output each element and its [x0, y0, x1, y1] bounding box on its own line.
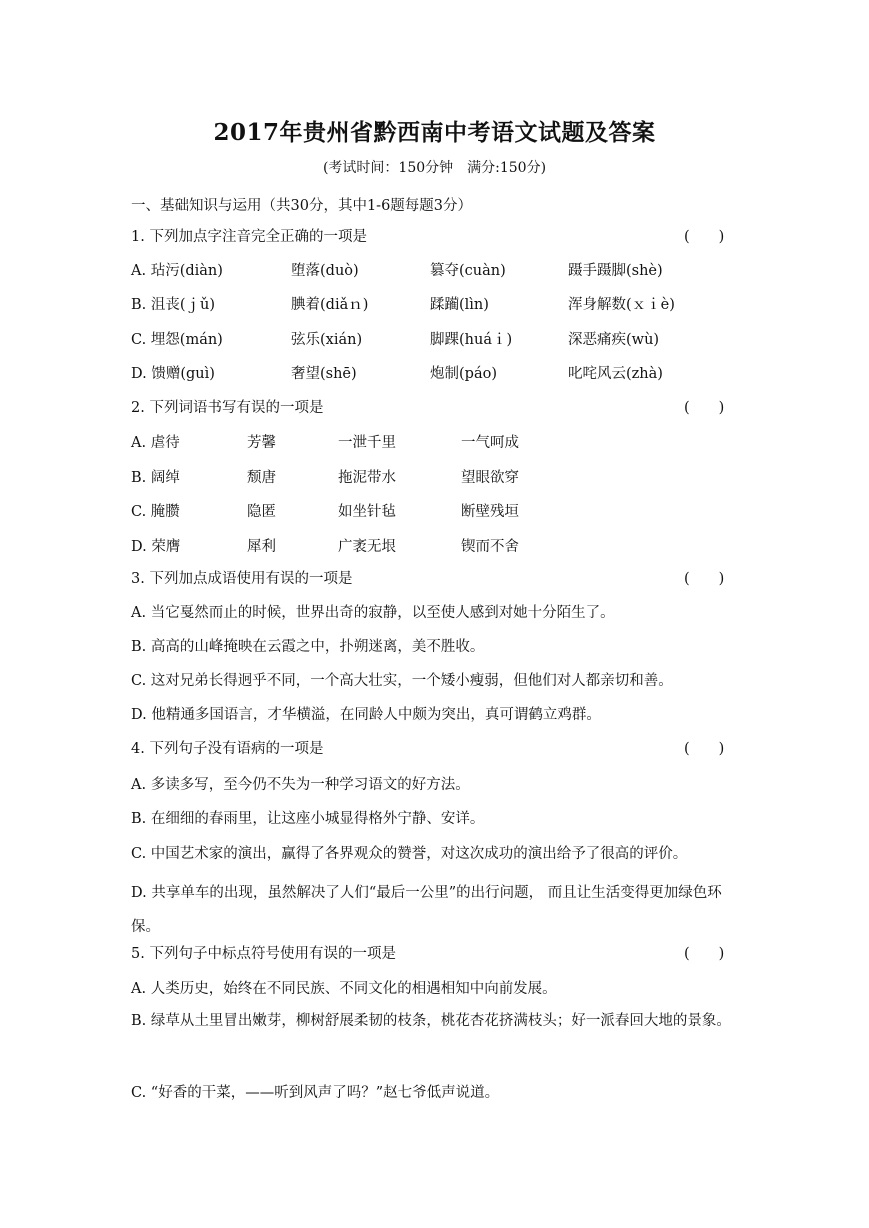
q4-option-c: C. 中国艺术家的演出，赢得了各界观众的赞誉，对这次成功的演出给予了很高的评价。 [131, 846, 688, 862]
question-5-stem: 5. 下列句子中标点符号使用有误的一项是 [131, 946, 396, 962]
q3-option-c: C. 这对兄弟长得迥乎不同，一个高大壮实，一个矮小瘦弱，但他们对人都亲切和善。 [131, 673, 673, 689]
q1-option-c-3: 脚踝(huáｉ) [430, 332, 513, 348]
q3-option-b: B. 高高的山峰掩映在云霞之中，扑朔迷离，美不胜收。 [131, 639, 485, 655]
q4-option-d: D. 共享单车的出现，虽然解决了人们“最后一公里”的出行问题， 而且让生活变得更加绿色环保。 [131, 885, 722, 935]
q1-option-d-4: 叱咤风云(zhà) [568, 366, 663, 382]
q2-option-c-4: 断壁残垣 [461, 504, 519, 520]
q1-option-b-1: B. 沮丧(ｊǔ) [131, 297, 216, 313]
q2-option-a-1: A. 虐待 [131, 435, 180, 451]
q1-option-a-1: A. 玷污(diàn) [131, 263, 223, 279]
q1-option-d-1: D. 馈赠(guì) [131, 366, 215, 382]
question-3-stem: 3. 下列加点成语使用有误的一项是 [131, 571, 353, 587]
answer-blank-2: ( ) [684, 400, 725, 416]
q2-option-c-1: C. 腌臜 [131, 504, 180, 520]
q1-option-d-3: 炮制(páo) [430, 366, 497, 382]
q5-option-c: C. “好香的干菜，——听到风声了吗？”赵七爷低声说道。 [131, 1085, 500, 1101]
q1-option-b-2: 腆着(diǎｎ) [291, 297, 369, 313]
q2-option-a-4: 一气呵成 [461, 435, 519, 451]
question-4-stem: 4. 下列句子没有语病的一项是 [131, 741, 324, 757]
q3-option-d: D. 他精通多国语言，才华横溢，在同龄人中颇为突出，真可谓鹤立鸡群。 [131, 707, 601, 723]
q2-option-c-2: 隐匿 [247, 504, 276, 520]
q2-option-b-1: B. 阔绰 [131, 470, 180, 486]
q1-option-c-2: 弦乐(xián) [291, 332, 363, 348]
q1-option-c-1: C. 埋怨(mán) [131, 332, 223, 348]
q1-option-d-2: 奢望(shē) [291, 366, 357, 382]
q2-option-b-2: 颓唐 [247, 470, 276, 486]
q2-option-c-3: 如坐针毡 [338, 504, 396, 520]
q2-option-a-2: 芳馨 [247, 435, 276, 451]
q2-option-a-3: 一泄千里 [338, 435, 396, 451]
q2-option-b-4: 望眼欲穿 [461, 470, 519, 486]
q2-option-d-4: 锲而不舍 [461, 539, 519, 555]
section-heading: 一、基础知识与运用（共30分，其中1-6题每题3分） [131, 198, 473, 214]
q1-option-b-3: 蹂躏(lìn) [430, 297, 489, 313]
q1-option-a-4: 蹑手蹑脚(shè) [568, 263, 663, 279]
q3-option-a: A. 当它戛然而止的时候，世界出奇的寂静，以至使人感到对她十分陌生了。 [131, 605, 615, 621]
answer-blank-3: ( ) [684, 571, 725, 587]
question-2-stem: 2. 下列词语书写有误的一项是 [131, 400, 324, 416]
q1-option-c-4: 深恶痛疾(wù) [568, 332, 660, 348]
q1-option-a-2: 堕落(duò) [291, 263, 359, 279]
q2-option-d-3: 广袤无垠 [338, 539, 396, 555]
q2-option-d-1: D. 荣膺 [131, 539, 181, 555]
q1-option-b-4: 浑身解数(ｘｉè) [568, 297, 675, 313]
q2-option-b-3: 拖泥带水 [338, 470, 396, 486]
q5-option-b: B. 绿草从土里冒出嫩芽，柳树舒展柔韧的枝条，桃花杏花挤满枝头；好一派春回大地的景象。 [131, 1013, 731, 1029]
page-title: 2017年贵州省黔西南中考语文试题及答案 [213, 119, 656, 146]
q1-option-a-3: 篡夺(cuàn) [430, 263, 506, 279]
answer-blank-1: ( ) [684, 229, 725, 245]
question-1-stem: 1. 下列加点字注音完全正确的一项是 [131, 229, 367, 245]
answer-blank-4: ( ) [684, 741, 725, 757]
q2-option-d-2: 犀利 [247, 539, 276, 555]
exam-info: (考试时间：150分钟 满分:150分) [322, 160, 547, 176]
q4-option-a: A. 多读多写，至今仍不失为一种学习语文的好方法。 [131, 777, 470, 793]
q4-option-b: B. 在细细的春雨里，让这座小城显得格外宁静、安详。 [131, 811, 485, 827]
q5-option-a: A. 人类历史，始终在不同民族、不同文化的相遇相知中向前发展。 [131, 981, 557, 997]
answer-blank-5: ( ) [684, 946, 725, 962]
